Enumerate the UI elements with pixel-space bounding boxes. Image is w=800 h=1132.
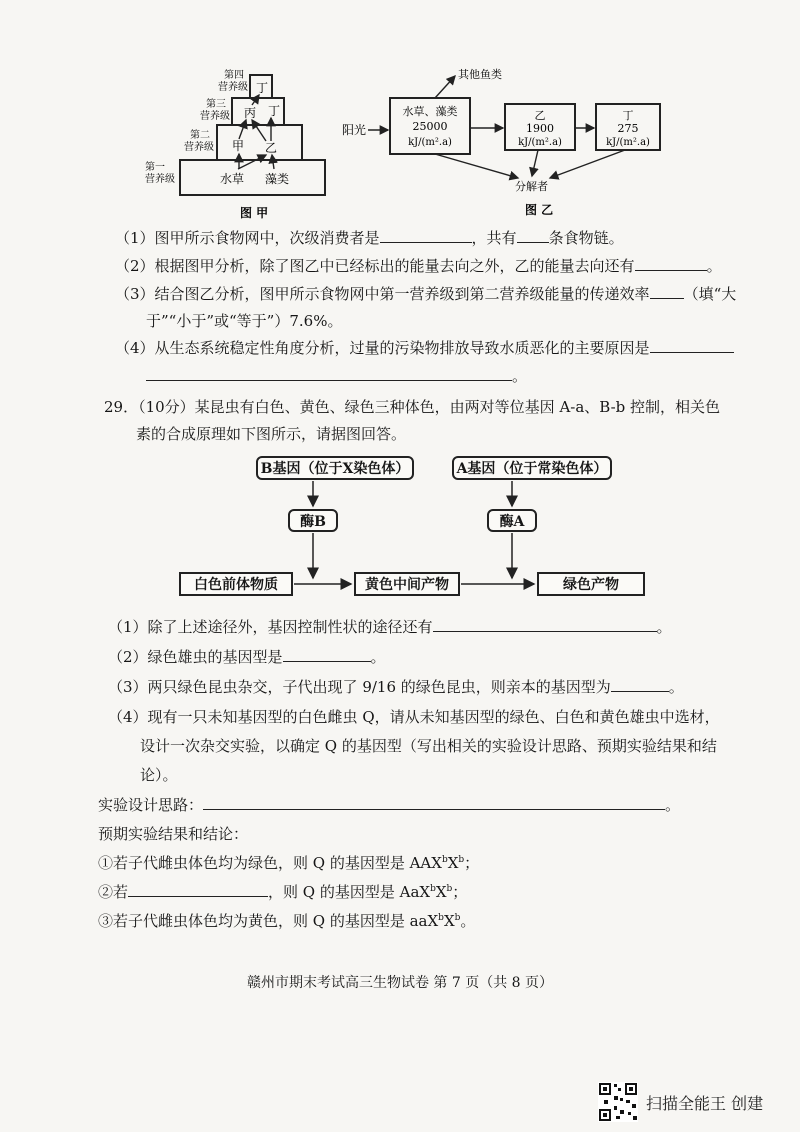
white-precursor-label: 白色前体物质 <box>194 577 278 593</box>
sunlight-label: 阳光 <box>342 123 367 137</box>
ding-value: 275 <box>617 122 639 135</box>
organism-jia: 甲 <box>232 139 245 153</box>
q29-part1-text-a: （1）除了上述途径外，基因控制性状的途径还有 <box>108 618 433 636</box>
yi-value: 1900 <box>526 122 554 135</box>
organism-ding-3: 丁 <box>268 104 281 118</box>
q28-part4-text-a: （4）从生态系统稳定性角度分析，过量的污染物排放导致水质恶化的主要原因是 <box>115 339 650 357</box>
result-2-blank[interactable] <box>128 882 268 897</box>
result-2-sup2: b <box>446 884 453 894</box>
results-label: 预期实验结果和结论： <box>98 825 249 843</box>
q29-part2-text-b: 。 <box>370 648 386 666</box>
q29-part2-text-a: （2）绿色雄虫的基因型是 <box>108 648 283 666</box>
organism-bing: 丙 <box>244 106 257 120</box>
level-label-1a: 第一 <box>145 162 165 173</box>
result-2-mid: X <box>435 883 447 901</box>
result-3-text: ③若子代雌虫体色均为黄色，则 Q 的基因型是 aaX <box>98 912 439 930</box>
level-label-1b: 营养级 <box>145 174 175 185</box>
gene-b-label: B基因（位于X染色体） <box>260 461 410 477</box>
result-1-mid: X <box>447 854 459 872</box>
q29-part1-text-b: 。 <box>656 618 672 636</box>
q28-part3-cont: 于”“小于”或“等于”）7.6%。 <box>146 312 343 330</box>
result-3 <box>98 911 475 931</box>
design-line <box>98 795 680 815</box>
figure-a-caption: 图 甲 <box>240 206 269 220</box>
level-label-4a: 第四 <box>224 70 244 81</box>
enzyme-b-label: 酶B <box>300 513 326 530</box>
q29-part4-line1: （4）现有一只未知基因型的白色雌虫 Q，请从未知基因型的绿色、白色和黄色雄虫中选材， <box>108 708 720 726</box>
result-1-end: ； <box>464 854 480 872</box>
q29-part3-blank[interactable] <box>611 677 669 692</box>
q29-part1 <box>108 617 672 637</box>
q28-part4-text-b: 。 <box>512 367 528 385</box>
organism-yi: 乙 <box>265 141 278 155</box>
organism-algae: 藻类 <box>265 172 290 186</box>
level-label-2b: 营养级 <box>184 142 214 153</box>
q28-part1-text-a: （1）图甲所示食物网中，次级消费者是 <box>115 229 380 247</box>
result-3-mid: X <box>443 912 455 930</box>
q28-part2-text-a: （2）根据图甲分析，除了图乙中已经标出的能量去向之外，乙的能量去向还有 <box>115 257 635 275</box>
result-1-sup1: b <box>441 855 448 865</box>
result-2-text-a: ②若 <box>98 883 129 901</box>
enzyme-a-label: 酶A <box>499 513 525 530</box>
result-3-sup2: b <box>454 913 461 923</box>
level-label-2a: 第二 <box>190 130 210 141</box>
ding-name: 丁 <box>622 109 634 122</box>
design-label: 实验设计思路： <box>98 796 204 814</box>
ding-unit: kJ/(m².a) <box>606 137 650 148</box>
green-product-label: 绿色产物 <box>563 577 619 593</box>
q29-part1-blank[interactable] <box>433 617 657 632</box>
q29-part2 <box>108 647 386 667</box>
design-blank[interactable] <box>203 795 665 810</box>
scanner-watermark: 扫描全能王 创建 <box>646 1094 764 1113</box>
page-footer: 赣州市期末考试高三生物试卷 第 7 页（共 8 页） <box>246 975 554 991</box>
level-label-3b: 营养级 <box>200 111 230 122</box>
result-2-end: ； <box>452 883 468 901</box>
q29-part2-blank[interactable] <box>283 647 371 662</box>
q29-intro-line1: 29．（10分）某昆虫有白色、黄色、绿色三种体色，由两对等位基因 A-a、B-b 控制，相关色 <box>104 398 721 416</box>
q29-part3 <box>108 677 684 697</box>
gene-a-label: A基因（位于常染色体） <box>456 461 608 477</box>
organism-ding-4: 丁 <box>256 81 269 95</box>
result-2 <box>98 882 467 902</box>
yi-unit: kJ/(m².a) <box>518 137 562 148</box>
producer-name: 水草、藻类 <box>402 105 458 118</box>
result-3-sup1: b <box>438 913 444 923</box>
level-label-4b: 营养级 <box>218 82 248 93</box>
q29-part3-text-b: 。 <box>668 678 684 696</box>
other-fish-label: 其他鱼类 <box>458 68 502 81</box>
figure-b-caption: 图 乙 <box>525 203 554 217</box>
q28-part2-text-b: 。 <box>706 257 722 275</box>
organism-aquatic-grass: 水草 <box>220 172 245 186</box>
result-1 <box>98 853 479 873</box>
result-2-sup1: b <box>430 884 436 894</box>
q28-part3-text-a: （3）结合图乙分析，图甲所示食物网中第一营养级到第二营养级能量的传递效率 <box>115 285 650 303</box>
producer-value: 25000 <box>412 120 448 133</box>
design-end: 。 <box>665 796 681 814</box>
result-2-text-b: ，则 Q 的基因型是 AaX <box>268 883 431 901</box>
q28-part1-text-b: ，共有 <box>471 229 517 247</box>
q29-part4-line3: 论）。 <box>140 766 178 784</box>
result-1-text: ①若子代雌虫体色均为绿色，则 Q 的基因型是 AAX <box>98 854 442 872</box>
result-1-sup2: b <box>458 855 465 865</box>
yellow-intermediate-label: 黄色中间产物 <box>365 577 449 593</box>
level-label-3a: 第三 <box>206 99 226 110</box>
q29-part3-text-a: （3）两只绿色昆虫杂交，子代出现了 9/16 的绿色昆虫，则亲本的基因型为 <box>108 678 611 696</box>
q28-part3-text-b: （填“大 <box>683 285 737 303</box>
qr-code-icon <box>598 1082 638 1122</box>
yi-name: 乙 <box>534 109 546 122</box>
decomposer-label: 分解者 <box>515 180 548 193</box>
q28-part1-text-c: 条食物链。 <box>548 229 624 247</box>
producer-unit: kJ/(m².a) <box>408 137 452 148</box>
q29-part4-line2: 设计一次杂交实验，以确定 Q 的基因型（写出相关的实验设计思路、预期实验结果和结 <box>140 737 717 755</box>
q29-intro-line2: 素的合成原理如下图所示，请据图回答。 <box>136 425 407 443</box>
result-3-end: 。 <box>460 912 476 930</box>
